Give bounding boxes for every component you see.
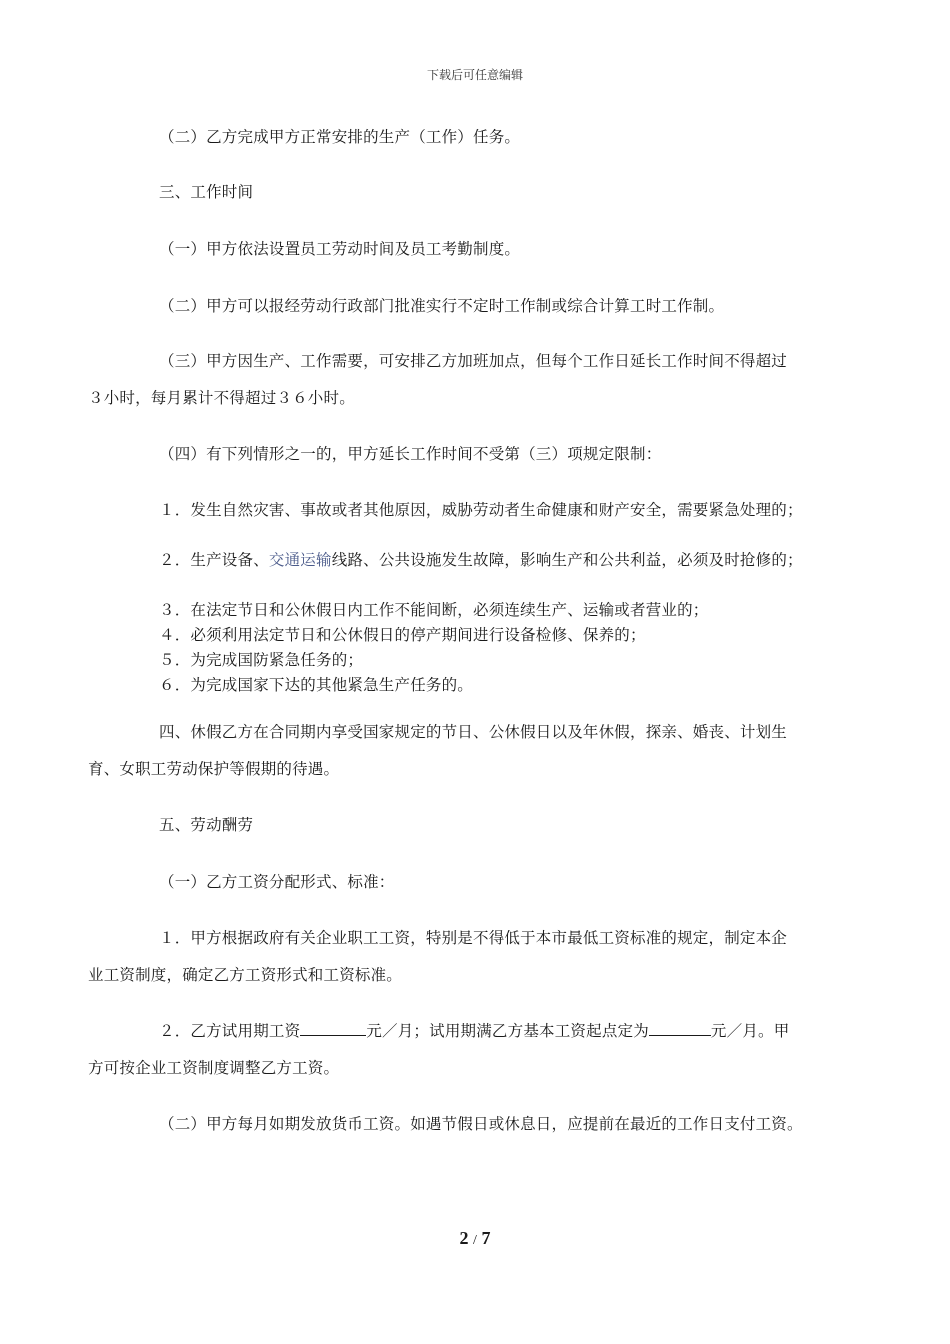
section-heading: 五、劳动酬劳 (159, 816, 254, 834)
paragraph-line: （二）甲方每月如期发放货币工资。如遇节假日或休息日，应提前在最近的工作日支付工资。 (159, 1115, 803, 1133)
list-item (159, 550, 803, 570)
list-item: １．发生自然灾害、事故或者其他原因，威胁劳动者生命健康和财产安全，需要紧急处理的； (159, 501, 803, 519)
section-heading: 三、工作时间 (159, 183, 254, 201)
paragraph-line: １．甲方根据政府有关企业职工工资，特别是不得低于本市最低工资标准的规定，制定本企 (159, 929, 788, 947)
paragraph-line: 育、女职工劳动保护等假期的待遇。 (88, 760, 340, 778)
probation-wage-blank[interactable] (300, 1021, 366, 1036)
list-item: ６．为完成国家下达的其他紧急生产任务的。 (159, 676, 474, 694)
paragraph-line: 方可按企业工资制度调整乙方工资。 (88, 1059, 340, 1077)
paragraph-line: （一）甲方依法设置员工劳动时间及员工考勤制度。 (159, 240, 521, 258)
paragraph-line: （三）甲方因生产、工作需要，可安排乙方加班加点，但每个工作日延长工作时间不得超过 (159, 352, 788, 370)
paragraph-line: （四）有下列情形之一的，甲方延长工作时间不受第（三）项规定限制： (159, 445, 662, 463)
paragraph-line: 业工资制度，确定乙方工资形式和工资标准。 (88, 966, 403, 984)
list-item: ４．必须利用法定节日和公休假日的停产期间进行设备检修、保养的； (159, 626, 646, 644)
list-item-text: 线路、公共设施发生故障，影响生产和公共利益，必须及时抢修的； (331, 551, 803, 569)
wage-line (159, 1021, 789, 1041)
list-item: ５．为完成国防紧急任务的； (159, 651, 364, 669)
paragraph-line: （一）乙方工资分配形式、标准： (159, 873, 395, 891)
base-wage-blank[interactable] (649, 1021, 711, 1036)
wage-text: 元／月。甲 (710, 1022, 790, 1040)
list-item-text: ２．生产设备、 (159, 551, 269, 569)
current-page: 2 (459, 1228, 469, 1248)
paragraph-line: 四、休假乙方在合同期内享受国家规定的节日、公休假日以及年休假，探亲、婚丧、计划生 (159, 723, 788, 741)
list-item: ３．在法定节日和公休假日内工作不能间断，必须连续生产、运输或者营业的； (159, 601, 709, 619)
page-separator: / (473, 1233, 477, 1248)
page-header-note: 下载后可任意编辑 (426, 68, 523, 82)
paragraph-line: ３小时，每月累计不得超过３６小时。 (88, 389, 355, 407)
wage-text: ２．乙方试用期工资 (159, 1022, 301, 1040)
transport-link[interactable]: 交通运输 (268, 551, 332, 569)
paragraph-line: （二）甲方可以报经劳动行政部门批准实行不定时工作制或综合计算工时工作制。 (159, 297, 725, 315)
total-pages: 7 (481, 1228, 491, 1248)
page-number (0, 1228, 950, 1249)
wage-text: 元／月；试用期满乙方基本工资起点定为 (366, 1022, 649, 1040)
paragraph-line: （二）乙方完成甲方正常安排的生产（工作）任务。 (159, 128, 521, 146)
